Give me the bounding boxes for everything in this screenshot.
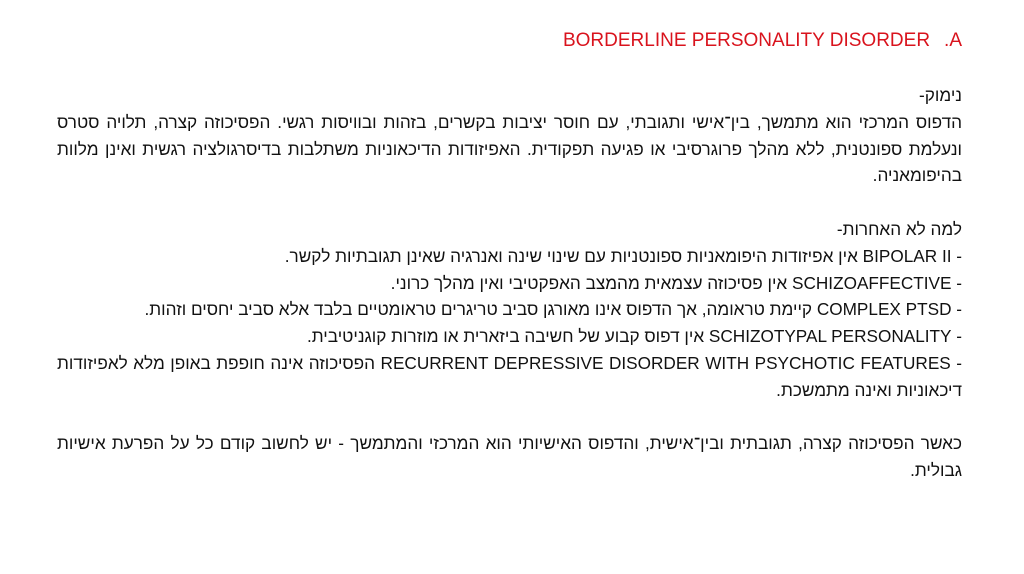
why-not-item [57,323,962,350]
why-not-item-text: - RECURRENT DEPRESSIVE DISORDER WITH PSYCHOTIC FEATURES הפסיכוזה אינה חופפת באופן מלא לאפיזודות דיכאוניות ואינה מתמשכת. [57,352,963,400]
why-not-item [57,270,962,297]
title-text: BORDERLINE PERSONALITY DISORDER [562,30,931,51]
rationale-paragraph: הדפוס המרכזי הוא מתמשך, בין־אישי ותגובתי, עם חוסר יציבות בקשרים, בזהות ובוויסות רגשי. הפסיכוזה קצרה, תלויה סטרס ונעלמת ספונטנית, ללא מהלך פרוגרסיבי או פגיעה תפקודית. האפיזודות הדיכאוניות משתלבות בדיסרגולציה רגשית ואינן מלוות בהיפומאניה. [57,111,962,186]
why-not-item [57,350,962,404]
spacer [57,404,962,431]
conclusion-paragraph: כאשר הפסיכוזה קצרה, תגובתית ובין־אישית, והדפוס האישיותי הוא המרכזי והמתמשך - יש לחשוב קודם כל על הפרעת אישיות גבולית. [57,433,962,481]
slide-title [262,28,962,54]
title-marker: .A [944,30,962,51]
why-not-item-text: - SCHIZOAFFECTIVE אין פסיכוזה עצמאית מהמצב האפקטיבי ואין מהלך כרוני. [390,272,962,293]
why-not-item-text: - COMPLEX PTSD קיימת טראומה, אך הדפוס אינו מאורגן סביב טריגרים טראומטיים בלבד אלא סביב יחסים וזהות. [144,299,962,320]
why-not-item-text: - BIPOLAR II אין אפיזודות היפומאניות ספונטניות עם שינוי שינה ואנרגיה שאינן תגובתיות לקשר. [284,245,962,266]
why-not-item [57,296,962,323]
slide-body [57,82,962,484]
why-not-item-text: - SCHIZOTYPAL PERSONALITY אין דפוס קבוע של חשיבה ביזארית או מוזרות קוגניטיבית. [306,326,962,347]
why-not-item [57,243,962,270]
why-not-heading: למה לא האחרות- [836,218,962,239]
spacer [57,189,962,216]
rationale-heading: נימוק- [919,85,962,105]
